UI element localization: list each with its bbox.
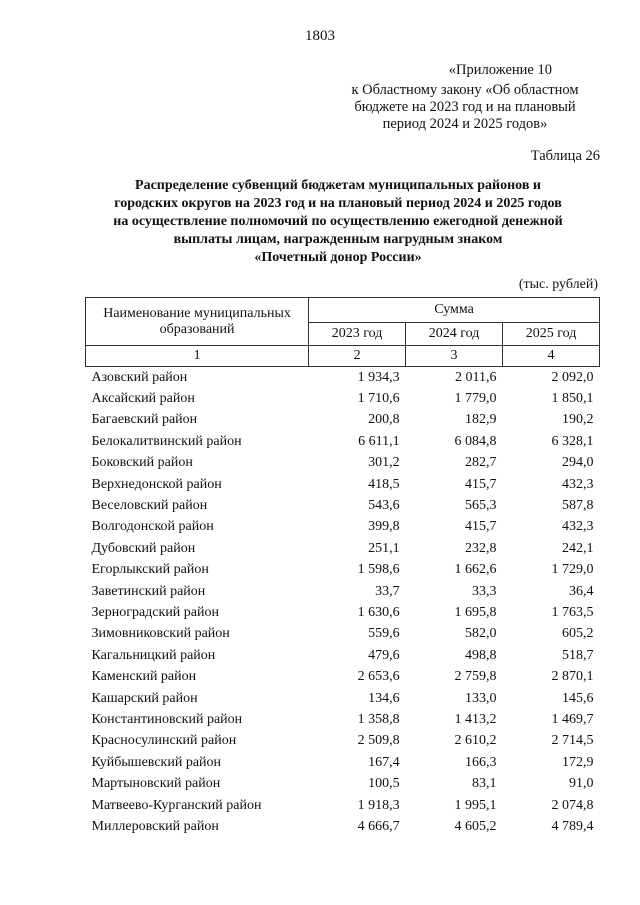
value-2023: 2 653,6 — [357, 669, 400, 685]
value-2024: 182,9 — [465, 412, 497, 428]
value-2025: 190,2 — [562, 412, 594, 428]
value-2023: 167,4 — [368, 754, 400, 770]
value-2025: 242,1 — [562, 540, 594, 556]
table-row — [86, 624, 600, 645]
table-row — [86, 367, 600, 389]
district-name: Кашарский район — [91, 690, 198, 706]
district-name: Зимовниковский район — [91, 626, 230, 642]
district-name: Куйбышевский район — [91, 754, 222, 770]
table-row — [86, 560, 600, 581]
appendix-note — [330, 62, 600, 133]
district-name: Верхнедонской район — [91, 476, 222, 492]
district-name: Матвеево-Курганский район — [91, 797, 262, 813]
title-line: на осуществление полномочий по осуществлению ежегодной денежной — [113, 214, 563, 229]
table-row — [86, 752, 600, 773]
value-2024: 83,1 — [472, 776, 497, 792]
subvention-table — [85, 297, 600, 838]
table-row — [86, 731, 600, 752]
table-row — [86, 602, 600, 623]
table-row — [86, 688, 600, 709]
value-2025: 172,9 — [562, 754, 594, 770]
header-sum: Сумма — [309, 298, 600, 323]
appendix-line: бюджете на 2023 год и на плановый — [354, 99, 576, 115]
value-2023: 1 630,6 — [357, 604, 400, 620]
value-2023: 479,6 — [368, 647, 400, 663]
table-label: Таблица 26 — [530, 148, 600, 164]
value-2024: 2 011,6 — [455, 369, 497, 385]
value-2023: 200,8 — [368, 412, 400, 428]
table-row — [86, 495, 600, 516]
value-2025: 605,2 — [562, 626, 594, 642]
table-row — [86, 538, 600, 559]
value-2024: 415,7 — [465, 476, 497, 492]
value-2025: 1 469,7 — [551, 711, 594, 727]
units-note: (тыс. рублей) — [518, 277, 598, 292]
title-line: городских округов на 2023 год и на плановый период 2024 и 2025 годов — [114, 196, 562, 211]
value-2025: 145,6 — [562, 690, 594, 706]
column-number: 4 — [503, 346, 600, 367]
district-name: Кагальницкий район — [91, 647, 216, 663]
district-name: Дубовский район — [91, 540, 196, 556]
value-2023: 543,6 — [368, 498, 400, 514]
value-2025: 1 729,0 — [551, 562, 594, 578]
value-2023: 6 611,1 — [358, 433, 400, 449]
district-name: Багаевский район — [91, 412, 198, 428]
district-name: Красносулинский район — [91, 733, 237, 749]
table-row — [86, 666, 600, 687]
value-2024: 133,0 — [465, 690, 497, 706]
appendix-heading: «Приложение 10 — [448, 62, 552, 78]
appendix-line: период 2024 и 2025 годов» — [382, 116, 548, 132]
value-2023: 1 358,8 — [357, 711, 400, 727]
header-year-2024: 2024 год — [406, 323, 503, 346]
value-2024: 2 759,8 — [454, 669, 497, 685]
value-2024: 4 605,2 — [454, 818, 497, 834]
table-row — [86, 410, 600, 431]
value-2025: 2 870,1 — [551, 669, 594, 685]
value-2023: 1 918,3 — [357, 797, 400, 813]
district-name: Аксайский район — [91, 391, 195, 407]
value-2024: 1 995,1 — [454, 797, 497, 813]
header-name: Наименование муниципальных образований — [86, 298, 309, 346]
value-2024: 282,7 — [465, 455, 497, 471]
value-2025: 1 850,1 — [551, 391, 594, 407]
value-2024: 33,3 — [472, 583, 497, 599]
column-number: 2 — [309, 346, 406, 367]
value-2023: 1 710,6 — [357, 391, 400, 407]
value-2024: 1 413,2 — [454, 711, 497, 727]
table-row — [86, 709, 600, 730]
value-2023: 100,5 — [368, 776, 400, 792]
value-2024: 1 662,6 — [454, 562, 497, 578]
value-2023: 301,2 — [368, 455, 400, 471]
value-2023: 251,1 — [368, 540, 400, 556]
value-2025: 432,3 — [562, 476, 594, 492]
value-2025: 36,4 — [569, 583, 594, 599]
district-name: Мартыновский район — [91, 776, 221, 792]
table-row — [86, 431, 600, 452]
district-name: Боковский район — [91, 455, 193, 471]
value-2024: 6 084,8 — [454, 433, 497, 449]
table-row — [86, 581, 600, 602]
district-name: Зерноградский район — [91, 604, 219, 620]
district-name: Азовский район — [91, 369, 188, 385]
page-number: 1803 — [305, 28, 335, 44]
value-2025: 587,8 — [562, 498, 594, 514]
table-body — [86, 367, 600, 838]
value-2024: 415,7 — [465, 519, 497, 535]
table-row — [86, 474, 600, 495]
value-2023: 4 666,7 — [357, 818, 400, 834]
value-2023: 2 509,8 — [357, 733, 400, 749]
value-2025: 2 074,8 — [551, 797, 594, 813]
table-row — [86, 773, 600, 794]
value-2024: 1 695,8 — [454, 604, 497, 620]
title-line: «Почетный донор России» — [254, 250, 422, 265]
table-row — [86, 645, 600, 666]
district-name: Егорлыкский район — [91, 562, 209, 578]
column-number: 1 — [86, 346, 309, 367]
appendix-line: к Областному закону «Об областном — [351, 82, 579, 98]
value-2025: 2 714,5 — [551, 733, 594, 749]
value-2024: 1 779,0 — [454, 391, 497, 407]
value-2024: 582,0 — [465, 626, 497, 642]
value-2024: 232,8 — [465, 540, 497, 556]
value-2023: 399,8 — [368, 519, 400, 535]
value-2025: 2 092,0 — [551, 369, 594, 385]
value-2025: 518,7 — [562, 647, 594, 663]
district-name: Веселовский район — [91, 498, 208, 514]
table-row — [86, 795, 600, 816]
value-2023: 1 598,6 — [357, 562, 400, 578]
district-name: Миллеровский район — [91, 818, 219, 834]
value-2024: 2 610,2 — [454, 733, 497, 749]
value-2023: 33,7 — [375, 583, 400, 599]
document-title — [78, 177, 598, 267]
district-name: Заветинский район — [91, 583, 206, 599]
value-2025: 4 789,4 — [551, 818, 594, 834]
value-2025: 6 328,1 — [551, 433, 594, 449]
table-row — [86, 816, 600, 837]
value-2025: 432,3 — [562, 519, 594, 535]
district-name: Белокалитвинский район — [91, 433, 242, 449]
value-2023: 134,6 — [368, 690, 400, 706]
value-2023: 1 934,3 — [357, 369, 400, 385]
value-2025: 294,0 — [562, 455, 594, 471]
value-2025: 91,0 — [569, 776, 594, 792]
district-name: Каменский район — [91, 669, 197, 685]
table-row — [86, 517, 600, 538]
district-name: Волгодонской район — [91, 519, 214, 535]
header-year-2023: 2023 год — [309, 323, 406, 346]
table-row — [86, 388, 600, 409]
table-row — [86, 453, 600, 474]
value-2024: 498,8 — [465, 647, 497, 663]
district-name: Константиновский район — [91, 711, 243, 727]
header-year-2025: 2025 год — [503, 323, 600, 346]
value-2025: 1 763,5 — [551, 604, 594, 620]
value-2024: 166,3 — [465, 754, 497, 770]
value-2023: 559,6 — [368, 626, 400, 642]
value-2024: 565,3 — [465, 498, 497, 514]
column-number: 3 — [406, 346, 503, 367]
title-line: Распределение субвенций бюджетам муниципальных районов и — [135, 178, 541, 193]
title-line: выплаты лицам, награжденным нагрудным знаком — [173, 232, 503, 247]
value-2023: 418,5 — [368, 476, 400, 492]
